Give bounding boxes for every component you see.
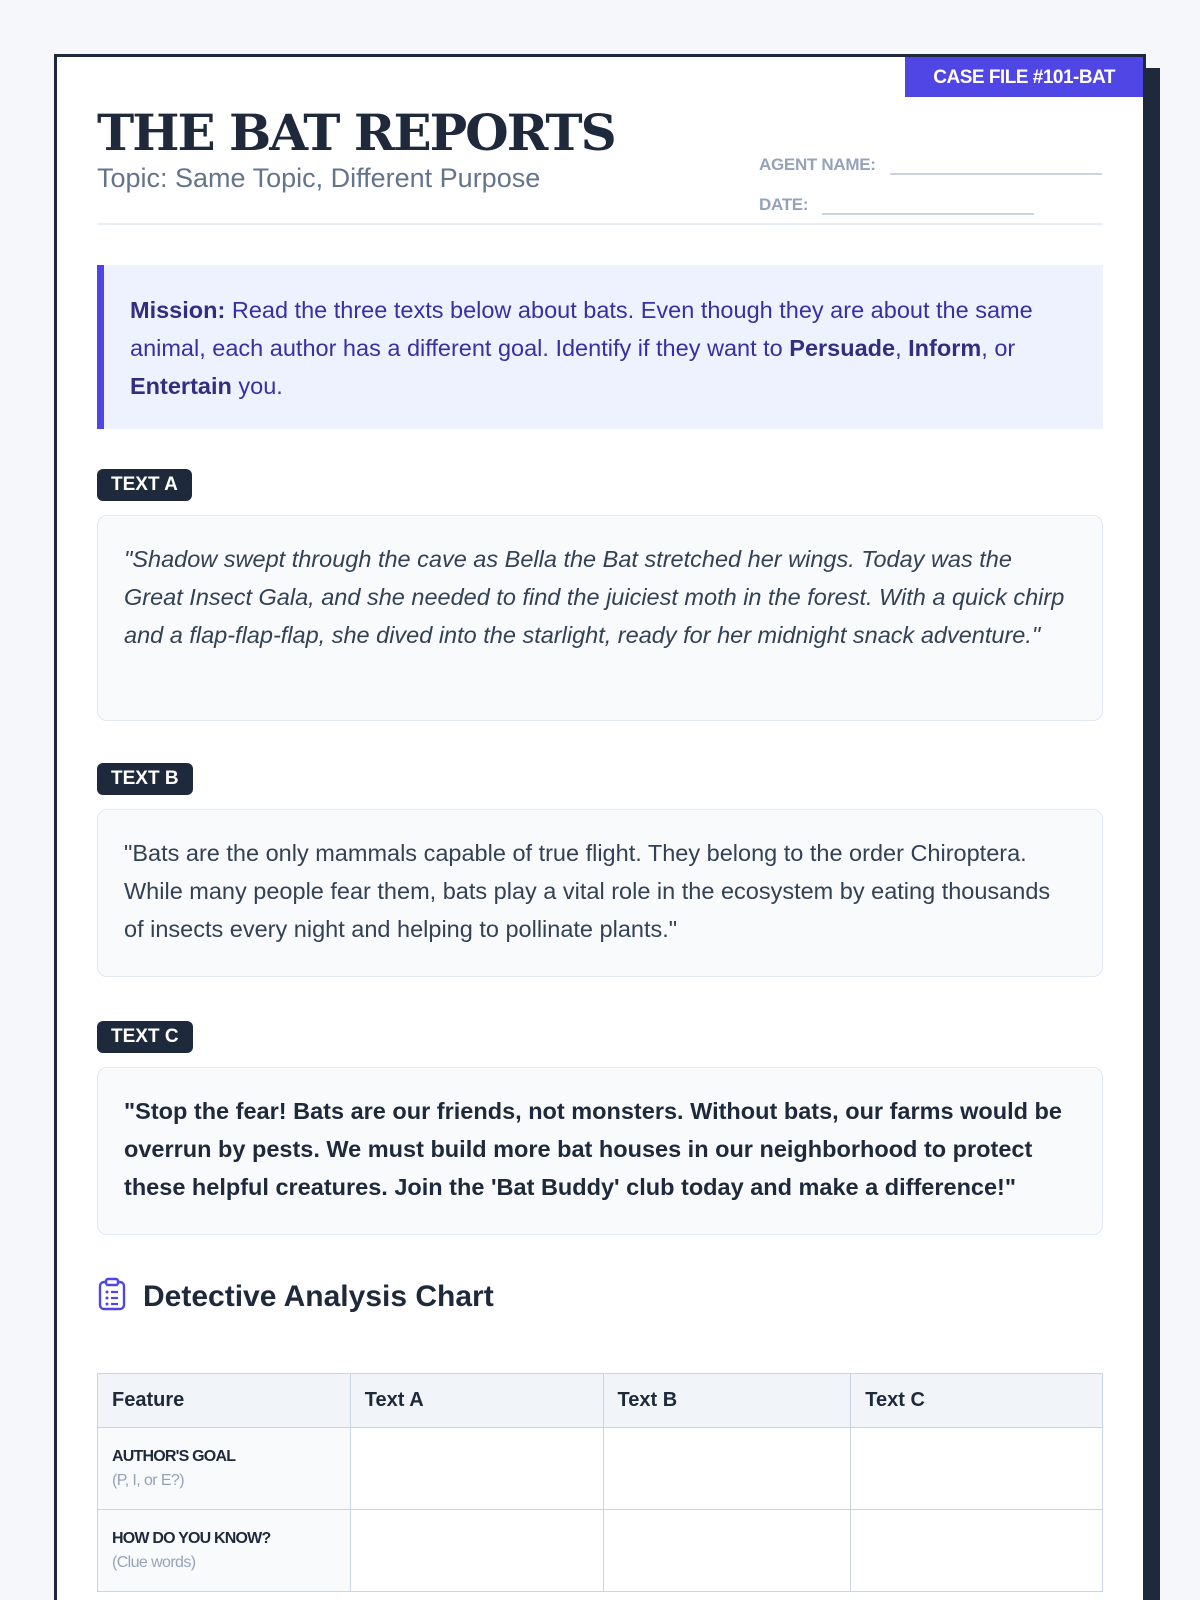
worksheet-header xyxy=(97,97,1103,225)
date-label: DATE: xyxy=(759,195,809,214)
answer-cell-text-a[interactable] xyxy=(350,1510,603,1592)
table-row xyxy=(98,1428,1103,1510)
feature-hint: (P, I, or E?) xyxy=(112,1471,184,1489)
mission-callout xyxy=(97,265,1103,429)
chart-heading xyxy=(97,1277,494,1316)
chart-title: Detective Analysis Chart xyxy=(143,1279,494,1313)
header-text-b: Text B xyxy=(603,1374,851,1428)
answer-cell-text-b[interactable] xyxy=(603,1428,851,1510)
answer-cell-text-b[interactable] xyxy=(603,1510,851,1592)
mission-inform: Inform xyxy=(908,335,982,361)
mission-or: , or xyxy=(981,335,1016,361)
text-b-tag: TEXT B xyxy=(97,763,193,795)
feature-hint: (Clue words) xyxy=(112,1553,196,1571)
agent-name-field[interactable] xyxy=(759,155,1102,175)
header-text-c: Text C xyxy=(851,1374,1103,1428)
mission-persuade: Persuade xyxy=(789,335,896,361)
table-row xyxy=(98,1510,1103,1592)
header-text-a: Text A xyxy=(350,1374,603,1428)
table-header-row xyxy=(98,1374,1103,1428)
date-field[interactable] xyxy=(759,195,1034,215)
header-feature: Feature xyxy=(98,1374,351,1428)
analysis-table xyxy=(97,1373,1103,1592)
mission-comma: , xyxy=(895,335,909,361)
answer-cell-text-c[interactable] xyxy=(851,1510,1103,1592)
text-c-tag: TEXT C xyxy=(97,1021,193,1053)
text-b-passage: "Bats are the only mammals capable of true flight. They belong to the order Chiroptera. While many people fear them, bats play a vital role in the ecosystem by eating thousands of insects every night and helping to pollinate plants." xyxy=(97,809,1103,977)
agent-name-line[interactable] xyxy=(890,155,1102,175)
mission-end: you. xyxy=(231,373,283,399)
feature-cell xyxy=(98,1428,351,1510)
mission-entertain: Entertain xyxy=(130,373,232,399)
mission-text: Read the three texts below about bats. Even though they are about the same animal, each author has a different goal. Identify if they want to xyxy=(130,297,1033,361)
case-file-badge: CASE FILE #101-BAT xyxy=(905,57,1143,97)
text-a-tag: TEXT A xyxy=(97,469,192,501)
text-c-passage: "Stop the fear! Bats are our friends, not monsters. Without bats, our farms would be overrun by pests. We must build more bat houses in our neighborhood to protect these helpful creatures. Join the 'Bat Buddy' club today and make a difference!" xyxy=(97,1067,1103,1235)
page-title: THE BAT REPORTS xyxy=(97,103,615,162)
mission-label: Mission: xyxy=(130,297,226,323)
clipboard-icon xyxy=(97,1277,127,1316)
feature-cell xyxy=(98,1510,351,1592)
agent-name-label: AGENT NAME: xyxy=(759,155,876,174)
text-a-passage: "Shadow swept through the cave as Bella the Bat stretched her wings. Today was the Great Insect Gala, and she needed to find the juiciest moth in the forest. With a quick chirp and a flap-flap-flap, she dived into the starlight, ready for her midnight snack adventure." xyxy=(97,515,1103,721)
feature-label: HOW DO YOU KNOW? xyxy=(112,1529,271,1547)
page-subtitle: Topic: Same Topic, Different Purpose xyxy=(97,163,541,193)
answer-cell-text-c[interactable] xyxy=(851,1428,1103,1510)
worksheet-page xyxy=(54,54,1146,1600)
answer-cell-text-a[interactable] xyxy=(350,1428,603,1510)
date-line[interactable] xyxy=(822,195,1034,215)
feature-label: AUTHOR'S GOAL xyxy=(112,1447,236,1465)
